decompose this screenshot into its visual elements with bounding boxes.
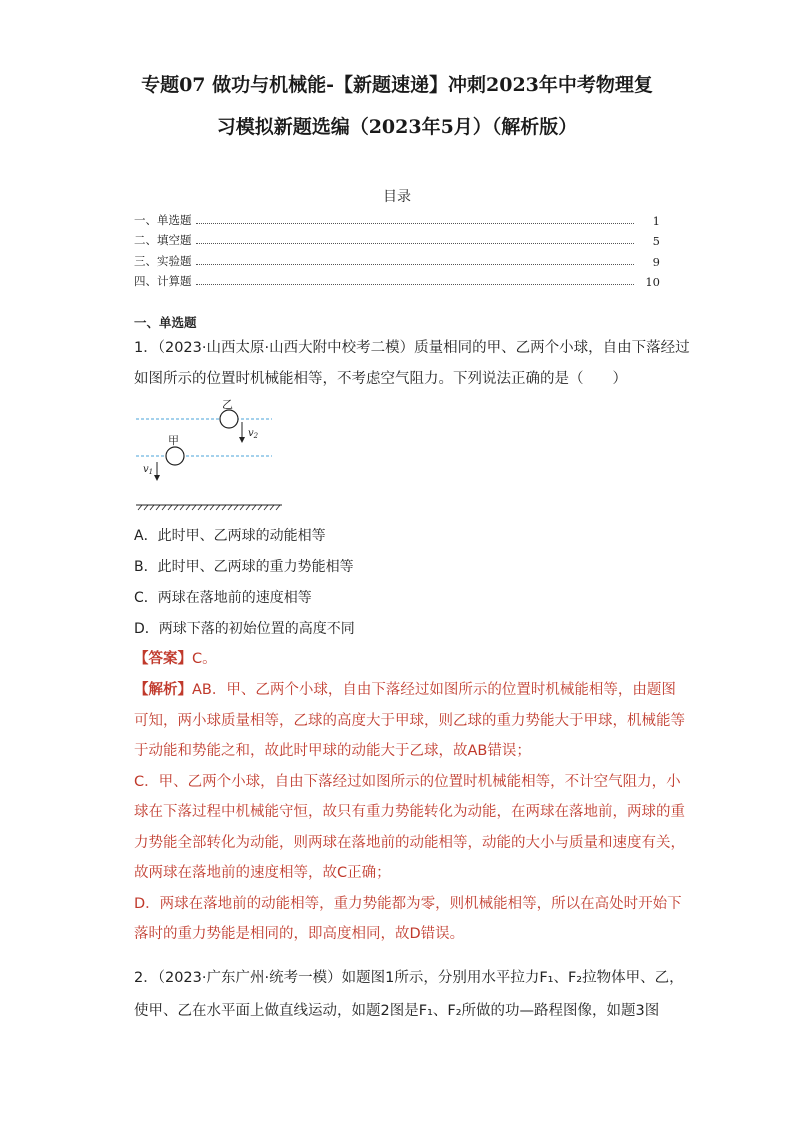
toc-item-label: 三、实验题: [134, 253, 192, 268]
toc-dot-leader: [196, 284, 635, 285]
toc-item[interactable]: [134, 228, 660, 249]
falling-balls-figure: [134, 392, 284, 512]
velocity-arrowhead-v2: [239, 437, 245, 443]
ball-a-label: 甲: [168, 434, 179, 447]
toc-heading: 目录: [383, 189, 411, 205]
toc-item[interactable]: [134, 248, 660, 269]
toc-dot-leader: [196, 264, 635, 265]
question-1-stem: [134, 333, 690, 394]
toc-dot-leader: [196, 243, 635, 244]
velocity-label-v2: $v_2$: [248, 428, 259, 440]
option-c[interactable]: C．两球在落地前的速度相等: [134, 590, 312, 606]
ball-b-label: 乙: [222, 398, 233, 411]
question-2-line: 2．（2023·广东广州·统考一模）如题图1所示，分别用水平拉力F₁、F₂拉物体甲、乙，: [134, 970, 684, 986]
analysis-line: 【解析】AB．甲、乙两个小球，自由下落经过如图所示的位置时机械能相等，由题图: [134, 682, 676, 698]
option-a[interactable]: A．此时甲、乙两球的动能相等: [134, 528, 326, 544]
analysis-line: 故两球在落地前的速度相等，故C正确；: [134, 865, 391, 881]
ground-hatching: [138, 505, 280, 510]
toc-item[interactable]: [134, 207, 660, 228]
answer-block: [134, 644, 660, 675]
analysis-tag: 【解析】: [134, 682, 192, 698]
toc-dot-leader: [196, 223, 635, 224]
answer-value: C。: [192, 651, 217, 667]
analysis-line: D．两球在落地前的动能相等，重力势能都为零，则机械能相等，所以在高处时开始下: [134, 895, 682, 912]
question-1-line: 如图所示的位置时机械能相等，不考虑空气阻力。下列说法正确的是（ ）: [134, 370, 627, 387]
question-2-line: 使甲、乙在水平面上做直线运动，如题2图是F₁、F₂所做的功—路程图像，如题3图: [134, 1003, 660, 1019]
toc-item-label: 四、计算题: [134, 274, 192, 288]
analysis-line: 于动能和势能之和，故此时甲球的动能大于乙球，故AB错误；: [134, 743, 531, 759]
document-title-line2: 习模拟新题选编（2023年5月）（解析版）: [216, 116, 578, 138]
section-heading-single-choice: 一、单选题: [134, 315, 197, 330]
analysis-line: 力势能全部转化为动能，则两球在落地前的动能相等，动能的大小与质量和速度有关，: [134, 834, 685, 851]
toc-item-page: 1: [652, 213, 660, 228]
ball-b: [220, 410, 238, 428]
toc-item-label: 一、单选题: [134, 212, 192, 227]
option-b[interactable]: B．此时甲、乙两球的重力势能相等: [134, 559, 354, 575]
analysis-line: 落时的重力势能是相同的，即高度相同，故D错误。: [134, 926, 465, 942]
option-d[interactable]: D．两球下落的初始位置的高度不同: [134, 621, 355, 637]
question-1-line: 1．（2023·山西太原·山西大附中校考二模）质量相同的甲、乙两个小球，自由下落经过: [134, 340, 690, 356]
velocity-label-v1: $v_1$: [143, 464, 154, 476]
velocity-arrowhead-v1: [154, 475, 160, 481]
toc-item-page: 5: [652, 234, 660, 248]
toc-item-label: 二、填空题: [134, 233, 192, 247]
analysis-line: 可知，两小球质量相等，乙球的高度大于甲球，则乙球的重力势能大于甲球，机械能等: [134, 712, 685, 729]
analysis-block: [134, 675, 685, 950]
toc-item-page: 9: [652, 254, 660, 269]
toc-item-page: 10: [645, 275, 660, 289]
analysis-line: 球在下落过程中机械能守恒，故只有重力势能转化为动能，在两球在落地前，两球的重: [134, 804, 685, 820]
question-2-stem: [134, 962, 684, 1028]
answer-tag: 【答案】: [134, 651, 192, 667]
toc-item[interactable]: [134, 269, 660, 290]
analysis-line: C．甲、乙两个小球，自由下落经过如图所示的位置时机械能相等，不计空气阻力，小: [134, 773, 681, 790]
document-title-line1: 专题07 做功与机械能-【新题速递】冲刺2023年中考物理复: [141, 74, 653, 96]
table-of-contents: [134, 207, 660, 289]
ball-a: [166, 447, 184, 465]
answer-line: [134, 644, 660, 675]
